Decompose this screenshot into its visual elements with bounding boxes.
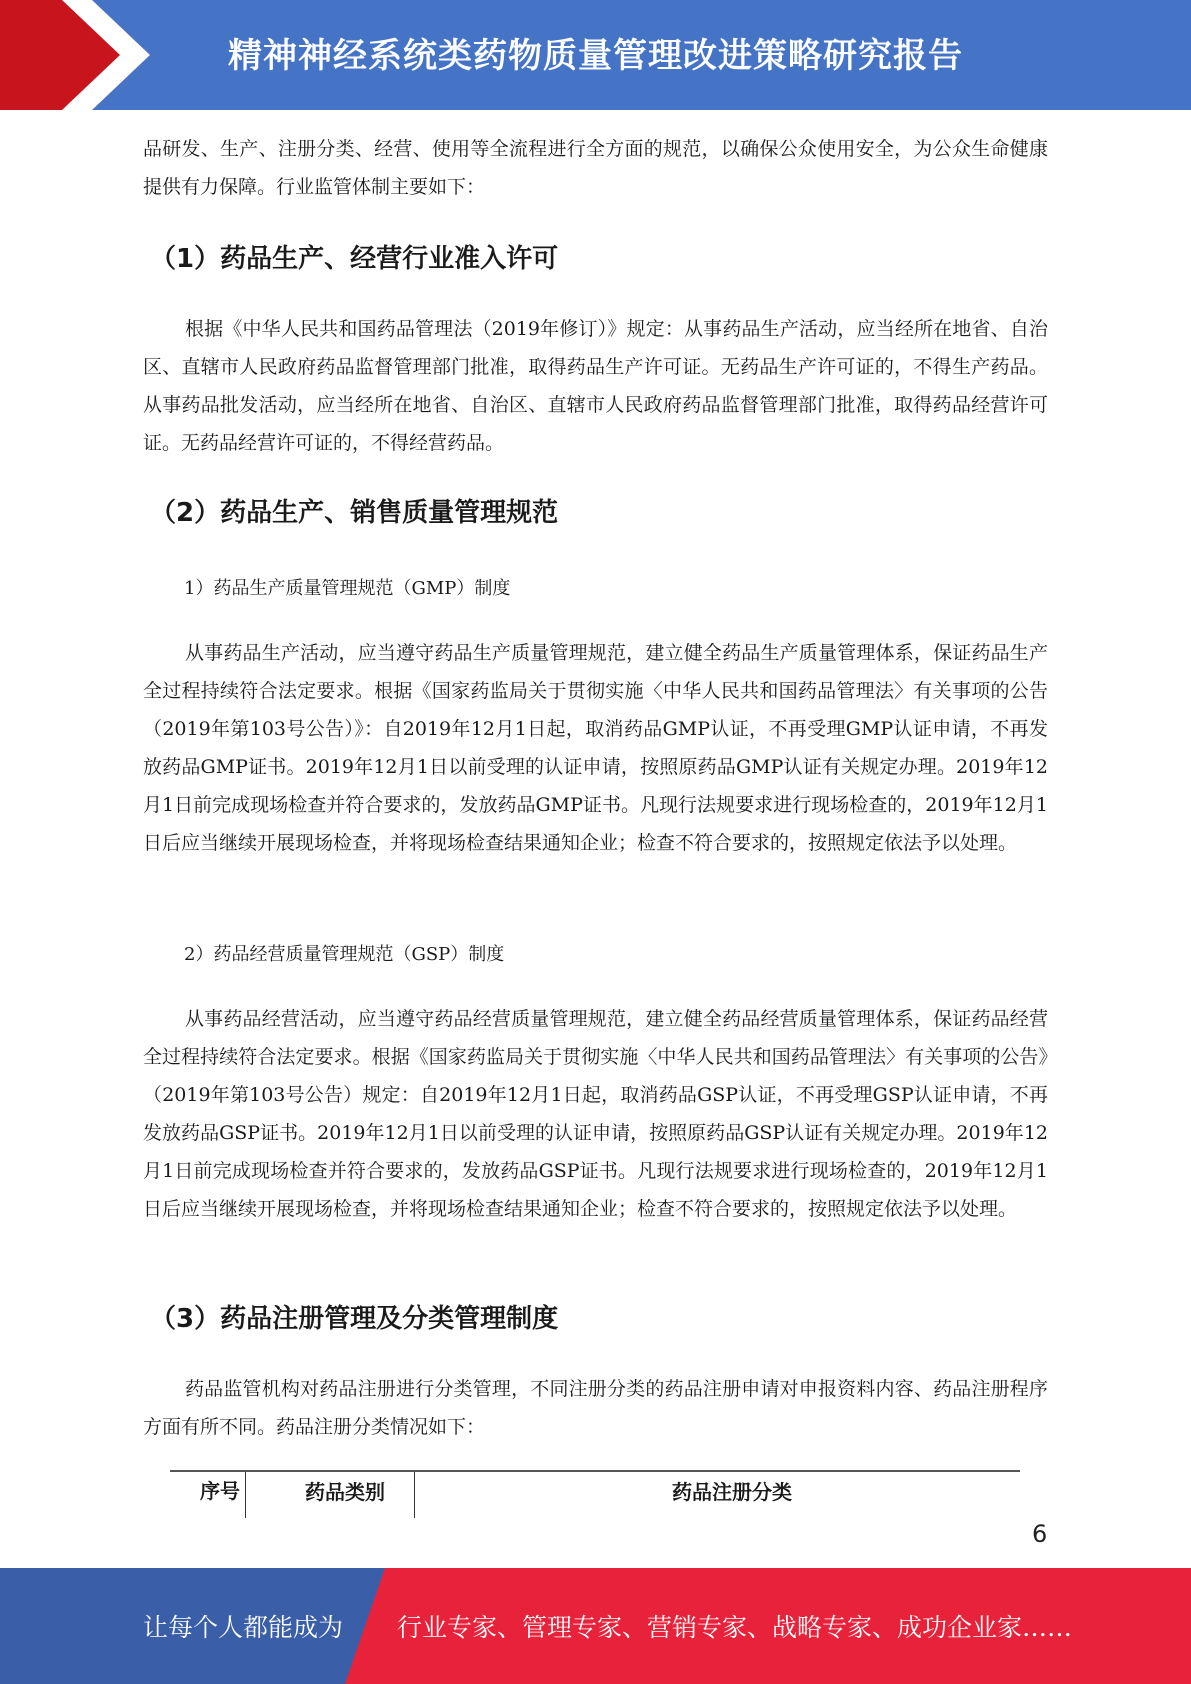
- footer-band: [0, 1568, 1191, 1684]
- table-header-index: 序号: [200, 1479, 240, 1503]
- intro-paragraph: 品研发、生产、注册分类、经营、使用等全流程进行全方面的规范，以确保公众使用安全，为公众生命健康提供有力保障。行业监管体制主要如下：: [143, 138, 1048, 198]
- footer-slogan-right: 行业专家、管理专家、营销专家、战略专家、成功企业家……: [397, 1613, 1073, 1642]
- table-divider: [245, 1472, 246, 1518]
- table-header-registration: 药品注册分类: [672, 1480, 792, 1504]
- footer-slogan-left: 让每个人都能成为: [143, 1613, 344, 1642]
- gmp-subheading: 1）药品生产质量管理规范（GMP）制度: [184, 578, 511, 599]
- report-title: 精神神经系统类药物质量管理改进策略研究报告: [228, 36, 963, 76]
- section2-heading: （2）药品生产、销售质量管理规范: [150, 498, 559, 528]
- section3-paragraph: 药品监管机构对药品注册进行分类管理，不同注册分类的药品注册申请对申报资料内容、药品注册程序方面有所不同。药品注册分类情况如下：: [143, 1378, 1048, 1438]
- header-band: [0, 0, 1191, 110]
- page-number: 6: [1032, 1520, 1048, 1548]
- section1-heading: （1）药品生产、经营行业准入许可: [150, 244, 559, 274]
- gsp-paragraph: 从事药品经营活动，应当遵守药品经营质量管理规范，建立健全药品经营质量管理体系，保证药品经营全过程持续符合法定要求。根据《国家药监局关于贯彻实施〈中华人民共和国药品管理法〉有关事项的公告》（2019年第103号公告）规定：自2019年12月1日起，取消药品GSP认证，不再受理GSP认证申请，不再发放药品GSP证书。2019年12月1日以前受理的认证申请，按照原药品GSP认证有关规定办理。2019年12月1日前完成现场检查并符合要求的，发放药品GSP证书。凡现行法规要求进行现场检查的，2019年12月1日后应当继续开展现场检查，并将现场检查结果通知企业；检查不符合要求的，按照规定依法予以处理。: [143, 1008, 1048, 1220]
- table-top-border: [170, 1470, 1020, 1472]
- gmp-paragraph: 从事药品生产活动，应当遵守药品生产质量管理规范，建立健全药品生产质量管理体系，保证药品生产全过程持续符合法定要求。根据《国家药监局关于贯彻实施〈中华人民共和国药品管理法〉有关事项的公告（2019年第103号公告）》：自2019年12月1日起，取消药品GMP认证，不再受理GMP认证申请，不再发放药品GMP证书。2019年12月1日以前受理的认证申请，按照原药品GMP认证有关规定办理。2019年12月1日前完成现场检查并符合要求的，发放药品GMP证书。凡现行法规要求进行现场检查的，2019年12月1日后应当继续开展现场检查，并将现场检查结果通知企业；检查不符合要求的，按照规定依法予以处理。: [143, 642, 1048, 854]
- table-divider: [414, 1472, 415, 1518]
- section3-heading: （3）药品注册管理及分类管理制度: [150, 1304, 559, 1334]
- table-header-category: 药品类别: [305, 1480, 385, 1504]
- header-chevron-decoration: [0, 0, 150, 110]
- section1-paragraph: 根据《中华人民共和国药品管理法（2019年修订）》规定：从事药品生产活动，应当经所在地省、自治区、直辖市人民政府药品监督管理部门批准，取得药品生产许可证。无药品生产许可证的，不得生产药品。从事药品批发活动，应当经所在地省、自治区、直辖市人民政府药品监督管理部门批准，取得药品经营许可证。无药品经营许可证的，不得经营药品。: [143, 318, 1048, 454]
- gsp-subheading: 2）药品经营质量管理规范（GSP）制度: [184, 944, 505, 965]
